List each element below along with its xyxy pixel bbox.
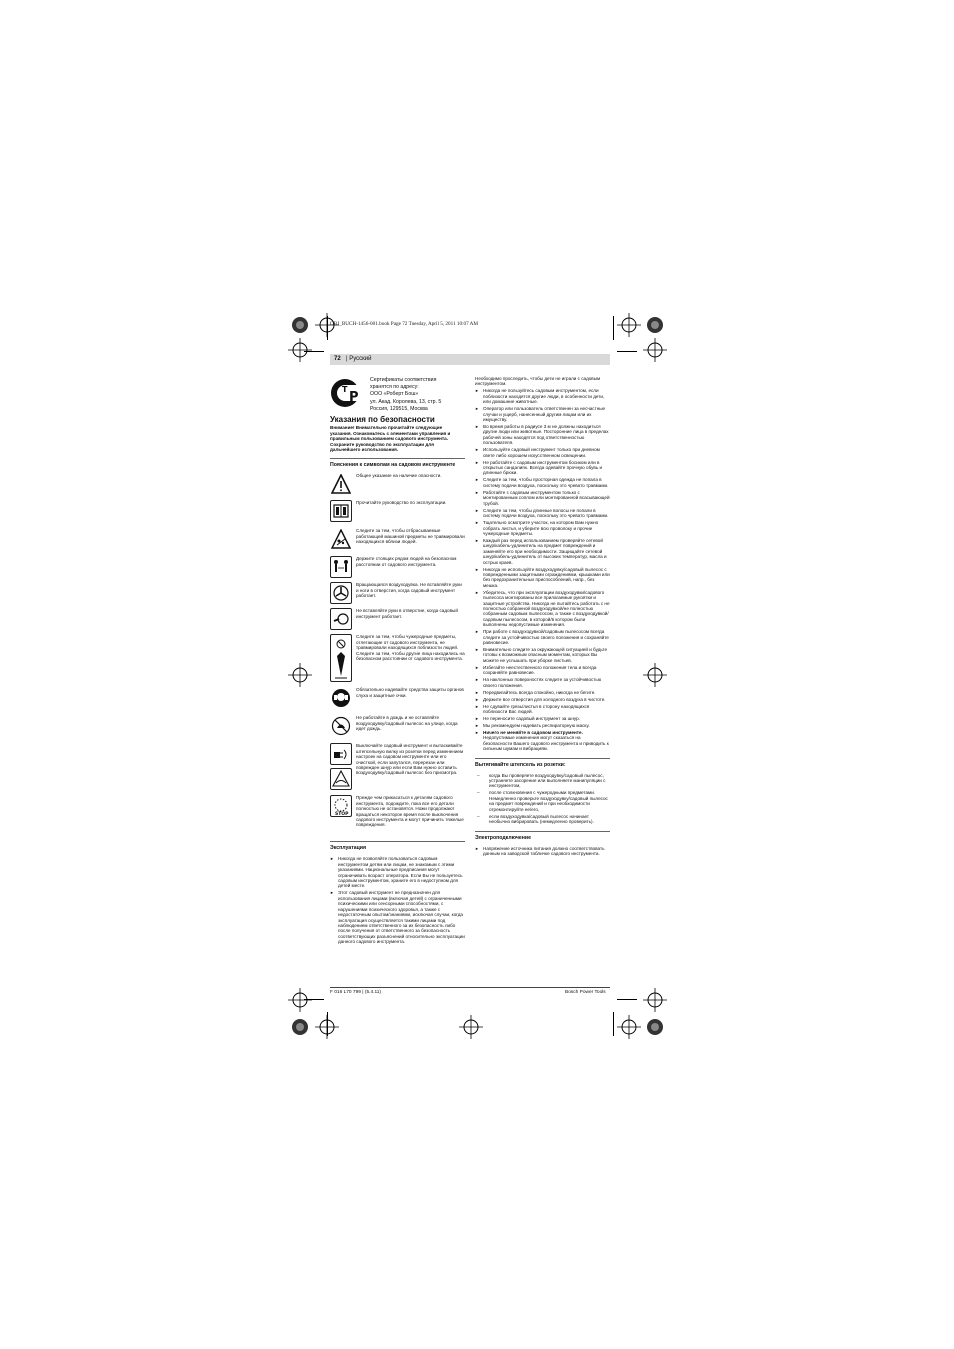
symbol-text: Не вставляйте руки в отверстие, когда садовый инструмент работает. [356, 608, 458, 619]
crosshair-mark [288, 338, 312, 362]
wait-stop-icon [330, 795, 352, 817]
svg-text:STOP: STOP [335, 812, 349, 817]
symbol-row [330, 582, 465, 604]
list-item: ► Мы рекомендуем надевать респираторную маску. [475, 723, 610, 728]
crop-line [304, 999, 324, 1000]
no-hands-icon [330, 608, 352, 630]
symbol-text: Вращающаяся воздуходувка. Не вставляйте руки и ноги в отверстия, когда садовый инструмент работает. [356, 582, 462, 599]
crosshair-mark [617, 1015, 641, 1039]
list-item: ► Этот садовый инструмент не предназначен для использования лицами (включая детей) с ограниченными психическими или сенсорными способностями, с нарушениями психического здоровья, а также с недостаточным опытом/знаниями, исключая случаи, когда эксплуатация осуществляется такими лицами под наблюдением ответственного за их безопасность либо после получения от ответственного за безопасность соответствующих разъяснений относительно эксплуатации данного садового инструмента. [330, 890, 465, 944]
flying-debris-icon [330, 528, 352, 550]
manual-book-icon [330, 500, 352, 522]
symbol-row [330, 743, 465, 791]
list-item: ► Не сдувайте грязь/листья в сторону находящихся поблизости Вас людей. [475, 704, 610, 715]
list-item: ► При работе с воздуходувкой/садовым пылесосом всегда следите за устойчивостью своего положения и сохраняйте равновесие. [475, 629, 610, 645]
symbol-text: Держите стоящих рядом людей на безопасном расстоянии от садового инструмента. [356, 556, 457, 567]
footer-brand: Bosch Power Tools [565, 990, 606, 995]
left-column [330, 376, 465, 946]
crop-line [617, 999, 637, 1000]
footer-doc-number: F 016 L70 799 | (5.4.11) [330, 990, 382, 995]
svg-text:Р: Р [349, 390, 359, 405]
list-item: ► Оператор или пользователь ответственен за несчастные случаи и ущерб, нанесенный другим лицам или их имуществу. [475, 406, 610, 422]
intro-text: Необходимо проследить, чтобы дети не играли с садовым инструментом. [475, 376, 601, 387]
registration-mark [288, 313, 312, 337]
header-language: | Русский [346, 356, 372, 362]
crop-line [327, 1012, 328, 1036]
crosshair-mark [643, 663, 667, 687]
page-number: 72 [334, 356, 341, 362]
safety-list [475, 388, 610, 751]
list-item: ► Каждый раз перед использованием проверяйте сетевой шнур/кабель-удлинитель на предмет повреждений и заменяйте его при необходимости. Защищайте сетевой шнур/кабель-удлинитель от высоких температур, масла и острых краев. [475, 538, 610, 565]
bystanders-icon [330, 634, 352, 682]
certificate-block [330, 376, 465, 413]
symbol-text: Выключайте садовый инструмент и вытаскивайте штепсельную вилку из розетки перед изменением настроек на садовом инструменте или его очисткой, если запутался, перерезан или поврежден шнур или если Вам нужно оставить воздуходувку/садовый пылесос без присмотра. [356, 743, 464, 776]
symbol-row [330, 795, 465, 835]
list-item: ► Внимательно следите за окружающей ситуацией и будьте готовы к возможным опасным моментам, которых Вы можете не услышать при уборке листьев. [475, 647, 610, 663]
list-item: ► Передвигайтесь всегда спокойно, никогда не бегите. [475, 690, 610, 695]
safety-title: Указания по безопасности [330, 415, 435, 425]
symbol-row [330, 528, 465, 552]
unplug-icons [330, 743, 352, 791]
list-item: ► Не переносите садовый инструмент за шнур. [475, 716, 610, 721]
list-item: ► Используйте садовый инструмент только при дневном свете либо хорошем искусственном освещении. [475, 447, 610, 458]
symbol-row [330, 473, 465, 495]
list-item: ► Ничего не меняйте в садовом инструменте. Недопустимые изменения могут сказаться на безопасности Вашего садового инструмента и приводить к сильным шумам и вибрациям. [475, 730, 610, 752]
list-item: ► Никогда не используйте воздуходувку/садовый пылесос с поврежденными защитными ограждениями, крышками или без предохранительных приспособлений, напр., без мешка. [475, 567, 610, 589]
symbol-row [330, 715, 465, 739]
list-item: – если воздуходувка/садовый пылесос начинает необычно вибрировать (немедленно проверить). [475, 814, 610, 825]
ear-eye-protection-icon [330, 687, 352, 709]
list-item: – когда Вы проверяете воздуходувку/садовый пылесос, устраняете засорение или выполняете манипуляции с инструментом, [475, 773, 610, 789]
symbols-title: Пояснения к символам на садовом инструменте [330, 458, 465, 468]
registration-mark [643, 1015, 667, 1039]
list-item: ► На наклонных поверхностях следите за устойчивостью своего положения. [475, 677, 610, 688]
crop-line [613, 1012, 614, 1036]
plug-list [475, 773, 610, 825]
list-item: ► Никогда не пользуйтесь садовым инструментом, если поблизости находятся другие люди, в особенности дети, или домашние животные. [475, 388, 610, 404]
list-item: ► Не работайте с садовым инструментом босиком или в открытых сандалиях. Всегда одевайте прочную обувь и длинные брюки. [475, 460, 610, 476]
unplug-icon [330, 743, 352, 765]
cord-damage-icon [330, 768, 352, 790]
symbol-text: Не работайте в дождь и не оставляйте воздуходувку/садовый пылесос на улице, когда идет дождь. [356, 715, 458, 732]
registration-mark [643, 313, 667, 337]
operation-title: Эксплуатация [330, 841, 465, 851]
symbol-row [330, 687, 465, 711]
list-item: – после столкновения с чужеродными предметами. Немедленно проверьте воздуходувку/садовый пылесос на предмет повреждений и при необходимости отремонтируйте ее/его, [475, 790, 610, 812]
crosshair-mark [643, 988, 667, 1012]
list-item: ► Во время работы в радиусе 3 м не должны находиться другие люди или животные. Посторонние лица в пределах рабочей зоны находятся под ответственностью пользователя. [475, 424, 610, 446]
svg-text:Т: Т [342, 385, 348, 394]
list-item: ► Держите все отверстия для холодного воздуха в чистоте. [475, 697, 610, 702]
keep-distance-icon [330, 556, 352, 578]
symbol-text: Прежде чем прикасаться к деталям садового инструмента, подождите, пока все его детали полностью не остановятся. Ножи продолжают вращаться некоторое время после выключения садового инструмента и могут причинить тяжелые повреждения. [356, 795, 464, 828]
crop-line [327, 316, 328, 340]
symbol-text: Следите за тем, чтобы чужеродные предметы, отлетающие от садового инструмента, не травмировали находящихся поблизости людей. Следите за тем, чтобы другие лица находились на безопасном расстоянии от садового инструмента. [356, 634, 465, 662]
electric-title: Электроподключение [475, 831, 610, 841]
warning-triangle-icon [330, 473, 352, 495]
crosshair-mark [643, 338, 667, 362]
page-header [330, 354, 610, 365]
symbol-text: Следите за тем, чтобы отбрасываемые работающей машиной предметы не травмировали находящихся вблизи людей. [356, 528, 465, 545]
list-item: ► Тщательно осмотрите участок, на котором Вам нужно собрать листья, и уберите всю проволоку и прочие чужеродные предметы. [475, 520, 610, 536]
rotating-impeller-icon [330, 582, 352, 604]
symbol-text: Обязательно надевайте средства защиты органов слуха и защитные очки. [356, 687, 464, 698]
plug-title: Вытягивайте штепсель из розетки: [475, 758, 610, 768]
list-item: ► Избегайте неестественного положения тела и всегда сохраняйте равновесие. [475, 665, 610, 676]
crop-line [613, 316, 614, 340]
symbol-row [330, 608, 465, 630]
symbol-row [330, 556, 465, 578]
operation-list [330, 856, 465, 944]
right-column [475, 376, 610, 858]
list-item: ► Следите за тем, чтобы длинные волосы не попали в систему подачи воздуха, поскольку это чревато травмами. [475, 508, 610, 519]
symbol-row [330, 634, 465, 682]
crop-line [617, 351, 637, 352]
list-item: ► Убедитесь, что при эксплуатации воздуходувки/садового пылесоса монтированы все прилагаемые рукоятки и защитные устройства. Никогда не пытайтесь работать с не полностью собранной воздуходувкой/не полностью собранным садовым пылесосом, а также с воздуходувкой/садовым пылесосом, в которой/в котором были выполнены недопустимые изменения. [475, 590, 610, 628]
crosshair-mark [459, 1015, 483, 1039]
safety-warning: Внимание! Внимательно прочитайте следующие указания. Ознакомьтесь с элементами управления и правильным пользованием садового инструмента. Сохраните руководство по эксплуатации для дальнейшего использования. [330, 425, 451, 453]
certificate-text: Сертификаты соответствия хранятся по адресу: ООО «Роберт Бош» ул. Акад. Королева, 13, стр. 5 Россия, 129515, Москва [370, 377, 442, 412]
crosshair-mark [617, 313, 641, 337]
registration-mark [288, 1015, 312, 1039]
list-item: ► Напряжение источника питания должно соответствовать данным на заводской табличке садового инструмента. [475, 846, 610, 857]
symbol-text: Общее указание на наличие опасности. [356, 473, 442, 479]
symbol-row [330, 500, 465, 522]
symbol-text: Прочитайте руководство по эксплуатации. [356, 500, 447, 506]
footer-rule [330, 987, 610, 988]
crosshair-mark [288, 663, 312, 687]
electric-list [475, 846, 610, 857]
crosshair-mark [288, 988, 312, 1012]
crop-line [304, 351, 324, 352]
no-rain-icon [330, 715, 352, 737]
print-slug: OBJ_BUCH-1456-001.book Page 72 Tuesday, April 5, 2011 10:07 AM [330, 321, 479, 327]
eac-certification-logo [330, 376, 364, 410]
list-item: ► Следите за тем, чтобы просторная одежда не попала в систему подачи воздуха, поскольку это чревато травмами. [475, 477, 610, 488]
list-item: ► Работайте с садовым инструментом только с монтированным соплом или монтированной всасывающей трубой. [475, 490, 610, 506]
list-item: ► Никогда не позволяйте пользоваться садовым инструментом детям или лицам, не знакомым с этими указаниями. Национальные предписания могут ограничивать возраст оператора. Если Вы не пользуетесь садовым инструментом, храните его в недоступном для детей месте. [330, 856, 465, 888]
